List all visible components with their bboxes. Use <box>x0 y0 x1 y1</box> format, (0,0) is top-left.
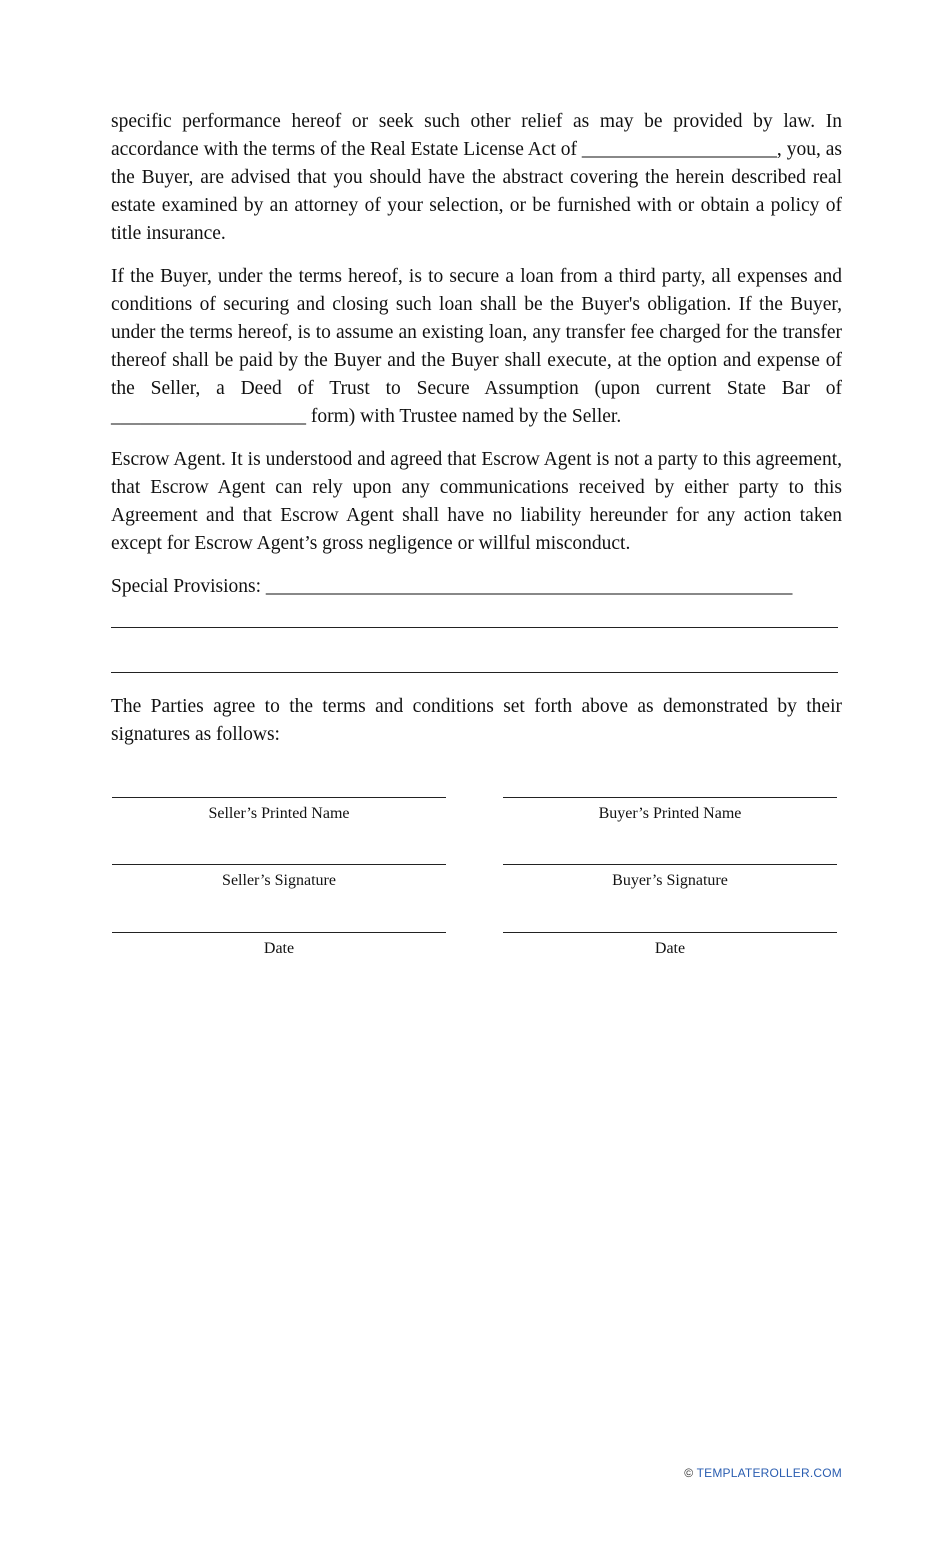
seller-signature-block <box>112 864 446 891</box>
special-provisions-line-2[interactable] <box>111 627 838 628</box>
seller-date-block <box>112 932 446 959</box>
buyer-printed-name-block <box>503 797 837 824</box>
buyer-date-line[interactable] <box>503 932 837 933</box>
buyer-date-block <box>503 932 837 959</box>
special-provisions-line-3[interactable] <box>111 672 838 673</box>
paragraph-loan-terms: If the Buyer, under the terms hereof, is to secure a loan from a third party, all expenses and conditions of securing and closing such loan shall be the Buyer's obligation. If the Buyer, under the terms hereof, is to assume an existing loan, any transfer fee charged for the transfer thereof shall be paid by the Buyer and the Buyer shall execute, at the option and expense of the Seller, a Deed of Trust to Secure Assumption (upon current State Bar of ____________________ form) with Trustee named by the Seller. <box>111 266 842 427</box>
seller-signature-line[interactable] <box>112 864 446 865</box>
seller-printed-name-line[interactable] <box>112 797 446 798</box>
templateroller-link[interactable]: TEMPLATEROLLER.COM <box>696 1466 842 1480</box>
seller-date-label: Date <box>263 940 295 957</box>
buyer-printed-name-line[interactable] <box>503 797 837 798</box>
footer-copyright <box>684 1466 842 1480</box>
seller-signature-label: Seller’s Signature <box>222 872 336 889</box>
seller-date-line[interactable] <box>112 932 446 933</box>
seller-printed-name-label: Seller’s Printed Name <box>208 805 350 822</box>
buyer-signature-line[interactable] <box>503 864 837 865</box>
buyer-signature-label: Buyer’s Signature <box>612 872 728 889</box>
paragraph-escrow-agent: Escrow Agent. It is understood and agreed that Escrow Agent is not a party to this agreement, that Escrow Agent can rely upon any communications received by either party to this Agreement and that Escrow Agent shall have no liability hereunder for any action taken except for Escrow Agent’s gross negligence or willful misconduct. <box>111 449 842 554</box>
document-body <box>111 108 842 764</box>
paragraph-parties-agree: The Parties agree to the terms and conditions set forth above as demonstrated by their signatures as follows: <box>111 696 842 745</box>
buyer-date-label: Date <box>654 940 686 957</box>
copyright-symbol: © <box>684 1466 694 1480</box>
buyer-printed-name-label: Buyer’s Printed Name <box>598 805 742 822</box>
special-provisions-field[interactable]: Special Provisions: ______________________________________________________ <box>111 576 793 597</box>
paragraph-legal-relief: specific performance hereof or seek such other relief as may be provided by law. In accordance with the terms of the Real Estate License Act of ____________________, you, as the Buyer, are advised that you should have the abstract covering the herein described real estate examined by an attorney of your selection, or be furnished with or obtain a policy of title insurance. <box>111 111 842 244</box>
seller-printed-name-block <box>112 797 446 824</box>
buyer-signature-block <box>503 864 837 891</box>
